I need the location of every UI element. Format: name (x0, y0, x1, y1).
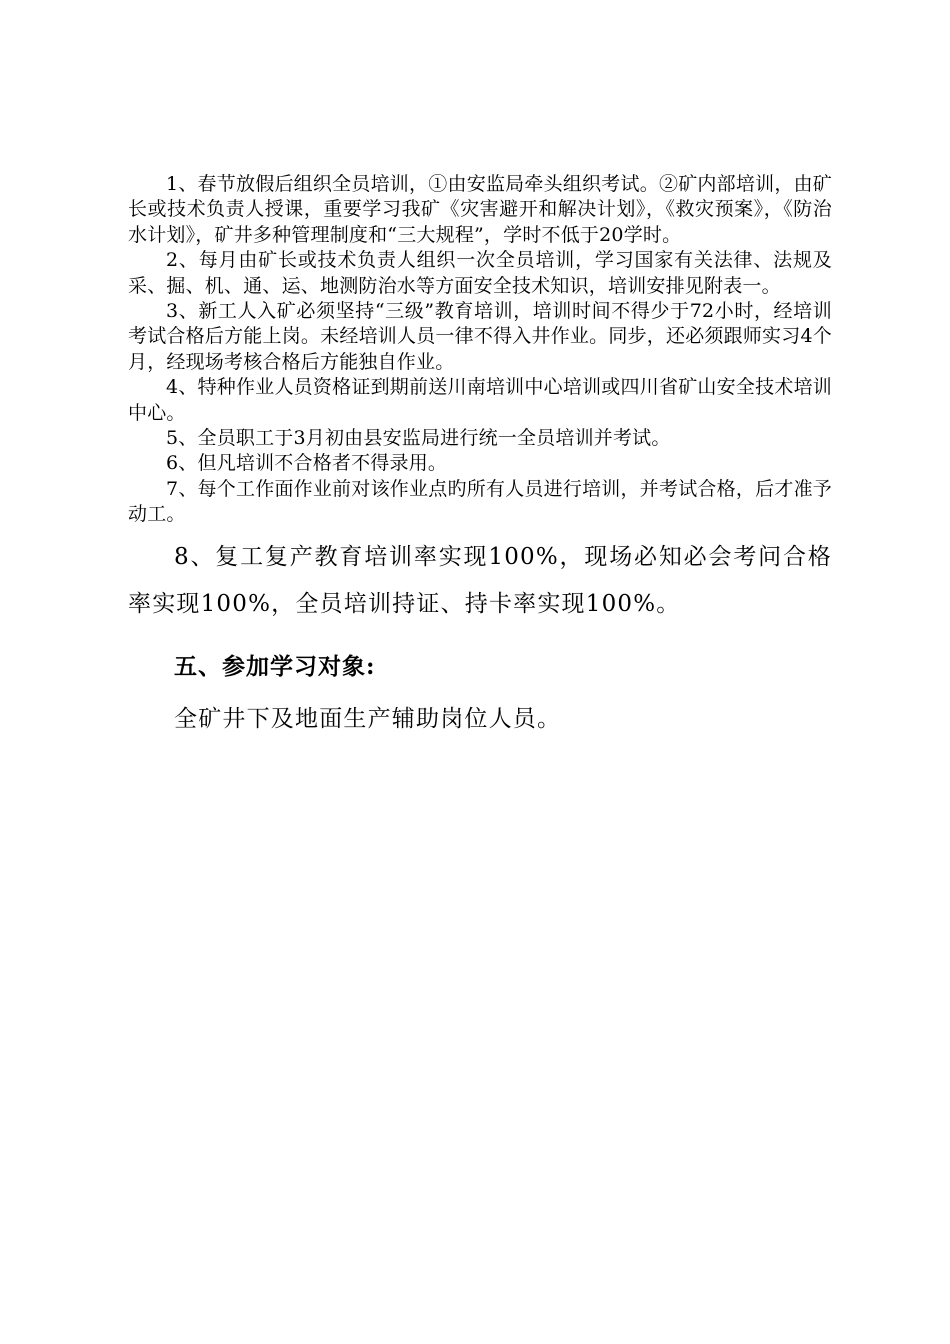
document-body (128, 172, 832, 734)
training-item-2: 2、每月由矿长或技术负责人组织一次全员培训，学习国家有关法律、法规及采、掘、机、通、运、地测防治水等方面安全技术知识，培训安排见附表一。 (128, 249, 832, 297)
training-item-4: 4、特种作业人员资格证到期前送川南培训中心培训或四川省矿山安全技术培训中心。 (128, 376, 832, 424)
training-item-6: 6、但凡培训不合格者不得录用。 (166, 452, 448, 475)
training-item-1: 1、春节放假后组织全员培训，①由安监局牵头组织考试。②矿内部培训，由矿长或技术负责人授课，重要学习我矿《灾害避开和解决计划》，《救灾预案》，《防治水计划》，矿井多种管理制度和“三大规程”，学时不低于20学时。 (128, 173, 832, 246)
training-item-7: 7、每个工作面作业前对该作业点旳所有人员进行培训，并考试合格，后才准予动工。 (128, 477, 832, 526)
training-item-5: 5、全员职工于3月初由县安监局进行统一全员培训并考试。 (166, 427, 671, 450)
training-item-8: 8、复工复产教育培训率实现100%，现场必知必会考问合格率实现100%，全员培训持证、持卡率实现100%。 (128, 543, 832, 617)
section-5-title: 五、参加学习对象: (174, 652, 376, 680)
section-5-body: 全矿井下及地面生产辅助岗位人员。 (174, 705, 562, 732)
training-item-3: 3、新工人入矿必须坚持“三级”教育培训，培训时间不得少于72小时，经培训考试合格后方能上岗。未经培训人员一律不得入井作业。同步，还必须跟师实习4个月，经现场考核合格后方能独自作业。 (128, 300, 832, 373)
